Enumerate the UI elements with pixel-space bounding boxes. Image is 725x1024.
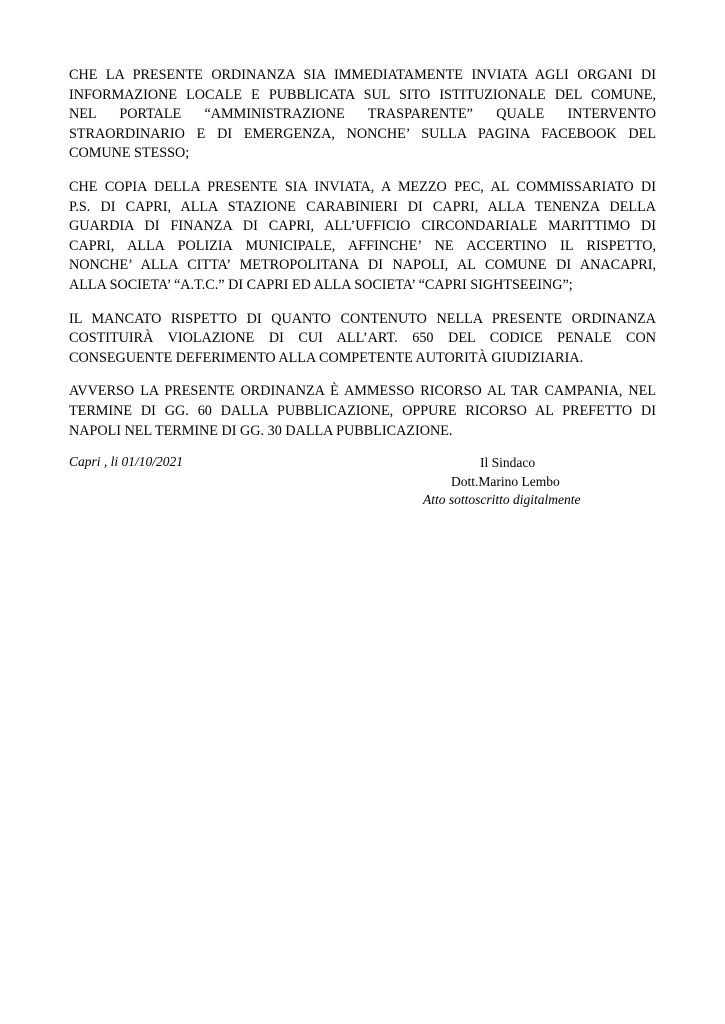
text-line: CHE COPIA DELLA PRESENTE SIA INVIATA, A MEZZO PEC, AL COMMISSARIATO DI — [69, 178, 656, 195]
signature-title: Il Sindaco — [480, 455, 536, 470]
text-line: IL MANCATO RISPETTO DI QUANTO CONTENUTO NELLA PRESENTE ORDINANZA — [69, 310, 656, 327]
text-line: STRAORDINARIO E DI EMERGENZA, NONCHE’ SULLA PAGINA FACEBOOK DEL — [69, 125, 656, 142]
text-line: AVVERSO LA PRESENTE ORDINANZA È AMMESSO RICORSO AL TAR CAMPANIA, NEL — [69, 383, 656, 400]
text-line: GUARDIA DI FINANZA DI CAPRI, ALL’UFFICIO CIRCONDARIALE MARITTIMO DI — [69, 218, 656, 235]
text-line: INFORMAZIONE LOCALE E PUBBLICATA SUL SITO ISTITUZIONALE DEL COMUNE, — [69, 86, 656, 103]
ordinance-body — [69, 66, 656, 455]
text-line: CONSEGUENTE DEFERIMENTO ALLA COMPETENTE AUTORITÀ GIUDIZIARIA. — [69, 349, 584, 366]
paragraph-distribution — [69, 178, 656, 296]
signature-note: Atto sottoscritto digitalmente — [423, 492, 581, 507]
text-line: NONCHE’ ALLA CITTA’ METROPOLITANA DI NAPOLI, AL COMUNE DI ANACAPRI, — [69, 257, 656, 274]
paragraph-publication — [69, 66, 656, 164]
text-line: CHE LA PRESENTE ORDINANZA SIA IMMEDIATAMENTE INVIATA AGLI ORGANI DI — [69, 67, 656, 83]
signature-block — [400, 454, 620, 510]
text-line: CAPRI, ALLA POLIZIA MUNICIPALE, AFFINCHE’ NE ACCERTINO IL RISPETTO, — [69, 237, 656, 254]
paragraph-appeal — [69, 382, 656, 441]
place-date: Capri , li 01/10/2021 — [69, 454, 184, 469]
text-line: P.S. DI CAPRI, ALLA STAZIONE CARABINIERI DI CAPRI, ALLA TENENZA DELLA — [69, 198, 656, 215]
paragraph-violation — [69, 310, 656, 369]
text-line: ALLA SOCIETA’ “A.T.C.” DI CAPRI ED ALLA SOCIETA’ “CAPRI SIGHTSEEING”; — [69, 276, 573, 293]
text-line: NEL PORTALE “AMMINISTRAZIONE TRASPARENTE” QUALE INTERVENTO — [69, 106, 656, 123]
signature-name: Dott.Marino Lembo — [451, 473, 560, 489]
text-line: NAPOLI NEL TERMINE DI GG. 30 DALLA PUBBLICAZIONE. — [69, 422, 453, 439]
text-line: COSTITUIRÀ VIOLAZIONE DI CUI ALL’ART. 650 DEL CODICE PENALE CON — [69, 330, 656, 347]
text-line: TERMINE DI GG. 60 DALLA PUBBLICAZIONE, OPPURE RICORSO AL PREFETTO DI — [69, 402, 656, 419]
text-line: COMUNE STESSO; — [69, 145, 190, 162]
